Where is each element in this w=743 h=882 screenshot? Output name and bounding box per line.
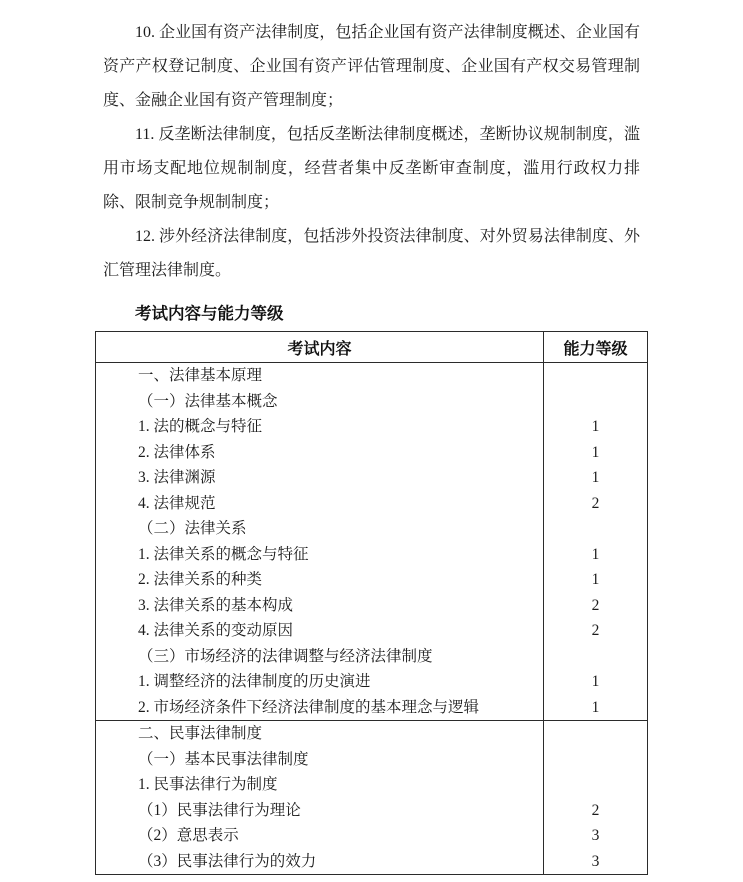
paragraph-item-10: 10. 企业国有资产法律制度，包括企业国有资产法律制度概述、企业国有资产产权登记制度、企业国有资产评估管理制度、企业国有产权交易管理制度、金融企业国有资产管理制度； xyxy=(103,24,640,109)
section-heading: 考试内容与能力等级 xyxy=(135,305,284,323)
ability-level-cell xyxy=(544,516,648,542)
ability-level-cell xyxy=(544,363,648,389)
header-ability-level: 能力等级 xyxy=(544,332,648,363)
exam-content-cell: 2. 市场经济条件下经济法律制度的基本理念与逻辑 xyxy=(96,695,544,721)
ability-level-cell: 1 xyxy=(591,469,600,486)
ability-level-cell xyxy=(544,721,648,747)
exam-content-cell: 4. 法律规范 xyxy=(96,491,544,517)
exam-content-cell: 一、法律基本原理 xyxy=(96,363,544,389)
exam-content-cell: 3. 法律渊源 xyxy=(96,465,544,491)
table-row xyxy=(96,542,648,568)
ability-level-cell xyxy=(544,389,648,415)
exam-content-cell: 二、民事法律制度 xyxy=(96,721,544,747)
table-row xyxy=(96,363,648,389)
table-header-row xyxy=(96,332,648,363)
exam-content-cell: （二）法律关系 xyxy=(96,516,544,542)
ability-level-cell: 1 xyxy=(591,698,600,716)
table-row xyxy=(96,669,648,695)
ability-level-cell: 2 xyxy=(591,596,600,614)
table-row xyxy=(96,772,648,798)
exam-content-table xyxy=(95,331,648,875)
table-row xyxy=(96,849,648,875)
table-row xyxy=(96,798,648,824)
header-exam-content: 考试内容 xyxy=(96,332,544,363)
ability-level-cell: 1 xyxy=(591,545,600,563)
table-row xyxy=(96,516,648,542)
paragraph-item-11: 11. 反垄断法律制度，包括反垄断法律制度概述，垄断协议规制制度，滥用市场支配地位规制制度，经营者集中反垄断审查制度，滥用行政权力排除、限制竞争规制制度； xyxy=(103,126,640,211)
ability-level-cell: 3 xyxy=(591,852,600,870)
table-row xyxy=(96,389,648,415)
ability-level-cell: 3 xyxy=(591,827,600,844)
ability-level-cell xyxy=(544,644,648,670)
table-row xyxy=(96,823,648,849)
exam-content-cell: 1. 民事法律行为制度 xyxy=(96,772,544,798)
ability-level-cell: 1 xyxy=(591,571,600,588)
ability-level-cell: 2 xyxy=(591,622,600,639)
exam-content-cell: 4. 法律关系的变动原因 xyxy=(96,618,544,644)
paragraph-item-12: 12. 涉外经济法律制度，包括涉外投资法律制度、对外贸易法律制度、外汇管理法律制度。 xyxy=(103,228,640,279)
exam-content-cell: 3. 法律关系的基本构成 xyxy=(96,593,544,619)
exam-content-cell: （3）民事法律行为的效力 xyxy=(96,849,544,875)
ability-level-cell xyxy=(544,747,648,773)
ability-level-cell: 1 xyxy=(591,673,600,690)
table-row xyxy=(96,440,648,466)
exam-content-cell: 1. 法的概念与特征 xyxy=(96,414,544,440)
ability-level-cell xyxy=(544,772,648,798)
table-row xyxy=(96,618,648,644)
exam-content-cell: （一）基本民事法律制度 xyxy=(96,747,544,773)
ability-level-cell: 1 xyxy=(591,443,600,461)
exam-content-cell: （三）市场经济的法律调整与经济法律制度 xyxy=(96,644,544,670)
table-row xyxy=(96,721,648,747)
table-row xyxy=(96,491,648,517)
exam-content-cell: 1. 法律关系的概念与特征 xyxy=(96,542,544,568)
ability-level-cell: 1 xyxy=(591,418,600,435)
exam-content-cell: （2）意思表示 xyxy=(96,823,544,849)
ability-level-cell: 2 xyxy=(591,801,600,819)
exam-content-cell: （1）民事法律行为理论 xyxy=(96,798,544,824)
exam-content-cell: （一）法律基本概念 xyxy=(96,389,544,415)
table-row xyxy=(96,695,648,721)
table-row xyxy=(96,414,648,440)
ability-level-cell: 2 xyxy=(591,494,600,512)
table-row xyxy=(96,644,648,670)
table-row xyxy=(96,593,648,619)
exam-content-cell: 2. 法律关系的种类 xyxy=(96,567,544,593)
table-row xyxy=(96,747,648,773)
exam-content-cell: 2. 法律体系 xyxy=(96,440,544,466)
table-row xyxy=(96,567,648,593)
table-row xyxy=(96,465,648,491)
exam-content-cell: 1. 调整经济的法律制度的历史演进 xyxy=(96,669,544,695)
